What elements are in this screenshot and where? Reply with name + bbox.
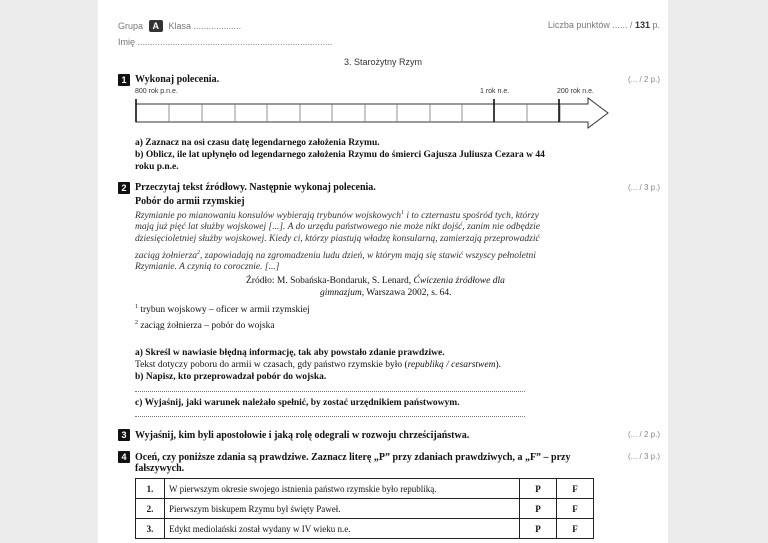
q1-task-a: a) Zaznacz na osi czasu datę legendarnego założenia Rzymu. xyxy=(135,138,380,148)
q1-task-b-line1: b) Oblicz, ile lat upłynęło od legendarnego założenia Rzymu do śmierci Gajusza Juliusza Cezara w 44 xyxy=(135,150,545,160)
points-suffix: p. xyxy=(652,20,660,30)
question-3-title: Wyjaśnij, kim byli apostołowie i jaką rolę odegrali w rozwoju chrześcijaństwa. xyxy=(135,430,470,441)
true-option[interactable]: P xyxy=(520,519,557,539)
source-text-line2: mają już pięć lat służby wojskowej [...]. A do urzędu państwowego nie może nikt dojść, zanim nie odbędzie xyxy=(135,222,540,232)
points-label: Liczba punktów ...... / xyxy=(547,20,633,30)
source-title: Pobór do armii rzymskiej xyxy=(135,196,245,207)
q2-task-a: a) Skreśl w nawiasie błędną informację, tak aby powstało zdanie prawdziwe. xyxy=(135,348,445,358)
question-2-title: Przeczytaj tekst źródłowy. Następnie wykonaj polecenia. xyxy=(135,182,376,193)
worksheet-page xyxy=(98,0,668,543)
q2-task-c: c) Wyjaśnij, jaki warunek należało spełnić, by zostać urzędnikiem państwowym. xyxy=(135,398,460,408)
q2-task-b-answer-line[interactable] xyxy=(135,391,525,392)
group-label: Grupa xyxy=(118,21,144,31)
source-citation-line1: Źródło: M. Sobańska-Bondaruk, S. Lenard, Ćwiczenia źródłowe dla xyxy=(246,276,505,286)
timeline-axis[interactable] xyxy=(134,96,614,130)
question-2-number: 2 xyxy=(118,182,130,194)
true-option[interactable]: P xyxy=(520,499,557,519)
question-4-number: 4 xyxy=(118,451,130,463)
timeline-label-left: 800 rok p.n.e. xyxy=(135,88,178,95)
q2-task-b: b) Napisz, kto przeprowadzał pobór do wojska. xyxy=(135,372,327,382)
group-field xyxy=(118,20,241,32)
source-citation-line2: gimnazjum, Warszawa 2002, s. 64. xyxy=(320,288,452,298)
points-summary xyxy=(548,20,660,30)
row-statement: W pierwszym okresie swojego istnienia państwo rzymskie było republiką. xyxy=(165,479,520,499)
footnote-1: $^1$ trybun wojskowy – oficer w armii rzymskiej xyxy=(135,304,310,316)
false-option[interactable]: F xyxy=(557,479,594,499)
source-text-line4: zaciąg żołnierza$^2$, zapowiadają na zgromadzeniu ludu dzień, w którym mają się stawić wszyscy pełnoletni xyxy=(135,250,536,262)
question-4-title-line2: fałszywych. xyxy=(135,463,185,474)
source-text-line3: dziesięcioletniej służby wojskowej. Kiedy ci, którzy piastują władzę konsularną, zamierzają przeprowadzić xyxy=(135,234,540,244)
name-field[interactable]: Imię .............................................................................. xyxy=(118,37,333,47)
row-statement: Pierwszym biskupem Rzymu był święty Paweł. xyxy=(165,499,520,519)
group-badge: A xyxy=(149,20,164,32)
class-field[interactable]: Klasa ................... xyxy=(168,21,242,31)
question-2-points: (... / 3 p.) xyxy=(627,183,660,192)
source-text-line1: Rzymianie po mianowaniu konsulów wybierają trybunów wojskowych$^1$ i to czternastu spośród tych, którzy xyxy=(135,210,539,222)
false-option[interactable]: F xyxy=(557,499,594,519)
question-1-points: (... / 2 p.) xyxy=(627,75,660,84)
question-1-number: 1 xyxy=(118,74,130,86)
question-3-number: 3 xyxy=(118,429,130,441)
q2-task-c-answer-line[interactable] xyxy=(135,416,525,417)
row-number: 2. xyxy=(136,499,165,519)
table-row xyxy=(136,479,594,499)
table-row xyxy=(136,499,594,519)
timeline-label-right: 200 rok n.e. xyxy=(557,88,594,95)
row-number: 1. xyxy=(136,479,165,499)
true-option[interactable]: P xyxy=(520,479,557,499)
points-total: 131 xyxy=(634,20,650,30)
question-3-points: (... / 2 p.) xyxy=(627,430,660,439)
question-1-title: Wykonaj polecenia. xyxy=(135,74,220,85)
row-number: 3. xyxy=(136,519,165,539)
q2-task-a-sentence[interactable]: Tekst dotyczy poboru do armii w czasach, gdy państwo rzymskie było (republiką / cesarstwem). xyxy=(135,360,501,370)
source-text-line5: Rzymianie. A czynią to corocznie. [...] xyxy=(135,262,280,272)
timeline-label-mid: 1 rok n.e. xyxy=(480,88,510,95)
footnote-2: $^2$ zaciąg żołnierza – pobór do wojska xyxy=(135,320,275,332)
table-row xyxy=(136,519,594,539)
q1-task-b-line2: roku p.n.e. xyxy=(135,162,179,172)
false-option[interactable]: F xyxy=(557,519,594,539)
question-4-title-line1: Oceń, czy poniższe zdania są prawdziwe. Zaznacz literę „P” przy zdaniach prawdziwych, a „F” – przy xyxy=(135,452,571,463)
true-false-table xyxy=(135,478,594,539)
row-statement: Edykt mediolański został wydany w IV wieku n.e. xyxy=(165,519,520,539)
section-title: 3. Starożytny Rzym xyxy=(343,57,423,67)
question-4-points: (... / 3 p.) xyxy=(627,452,660,461)
